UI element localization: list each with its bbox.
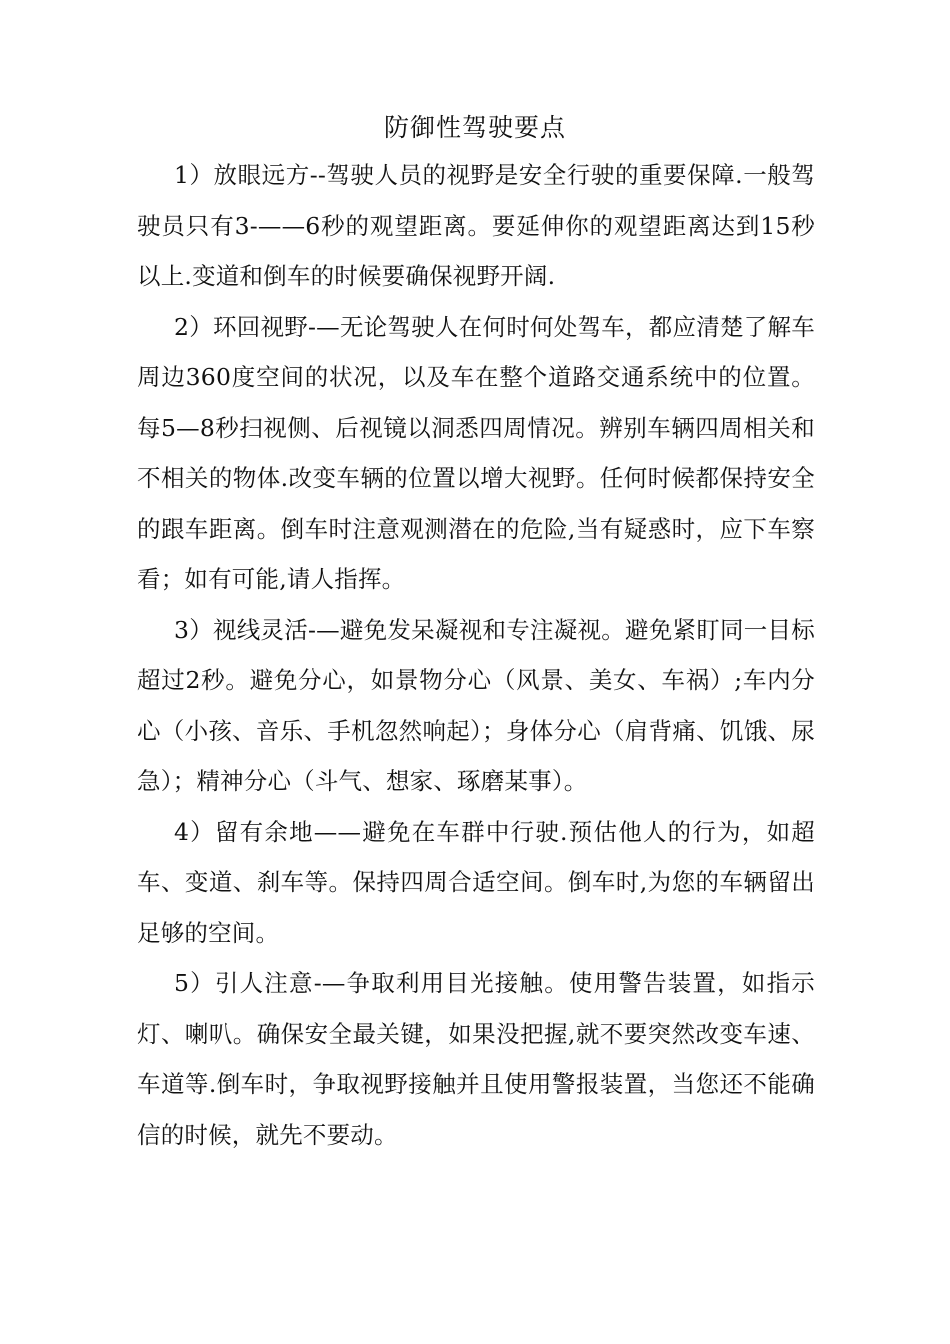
paragraph-surround-view: 2）环回视野-—无论驾驶人在何时何处驾车，都应清楚了解车周边360度空间的状况，以及车在整个道路交通系统中的位置。每5—8秒扫视侧、后视镜以洞悉四周情况。辨别车辆四周相关和不相关的物体.改变车辆的位置以增大视野。任何时候都保持安全的跟车距离。倒车时注意观测潜在的危险,当有疑惑时，应下车察看；如有可能,请人指挥。 (137, 312, 815, 593)
document-body (137, 150, 815, 1160)
paragraph-flexible-vision: 3）视线灵活-—避免发呆凝视和专注凝视。避免紧盯同一目标超过2秒。避免分心，如景物分心（风景、美女、车祸）;车内分心（小孩、音乐、手机忽然响起）；身体分心（肩背痛、饥饿、尿急）；精神分心（斗气、想家、琢磨某事）。 (137, 615, 815, 795)
paragraph-get-attention: 5）引人注意-—争取利用目光接触。使用警告装置，如指示灯、喇叭。确保安全最关键，如果没把握,就不要突然改变车速、车道等.倒车时，争取视野接触并且使用警报装置，当您还不能确信的时候，就先不要动。 (137, 969, 815, 1149)
paragraph-leave-space: 4）留有余地——避免在车群中行驶.预估他人的行为，如超车、变道、刹车等。保持四周合适空间。倒车时,为您的车辆留出足够的空间。 (137, 817, 815, 947)
document-title: 防御性驾驶要点 (383, 113, 566, 142)
paragraph-look-ahead: 1）放眼远方--驾驶人员的视野是安全行驶的重要保障.一般驾驶员只有3-——6秒的观望距离。要延伸你的观望距离达到15秒以上.变道和倒车的时候要确保视野开阔. (137, 161, 815, 290)
